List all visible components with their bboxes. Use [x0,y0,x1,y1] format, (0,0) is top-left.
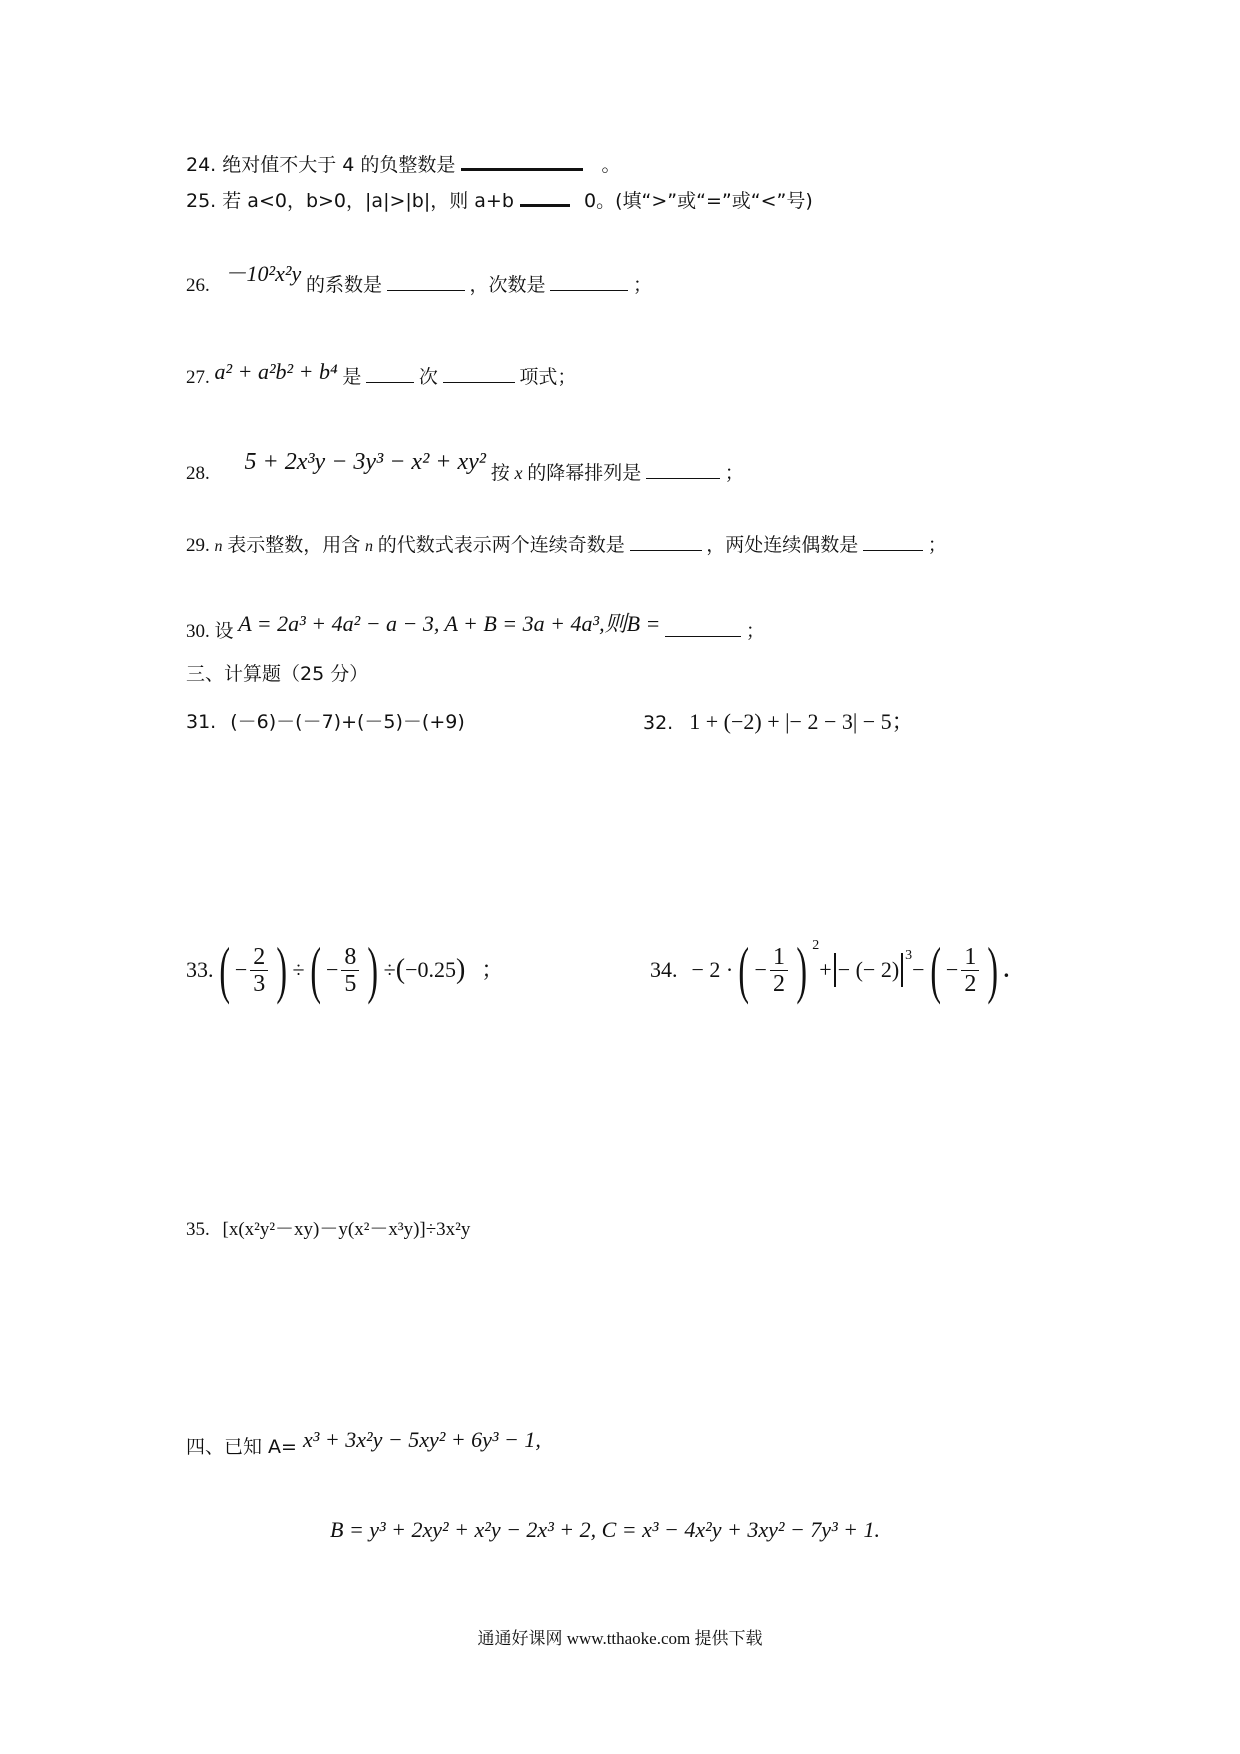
variable-x: x [514,463,523,483]
fraction-denominator: 2 [772,970,785,997]
question-number: 30. [186,621,210,642]
answer-blank[interactable] [665,618,741,637]
question-number: 26. [186,275,210,296]
plus-sign: + [819,957,832,982]
question-35 [186,1216,470,1244]
math-expression: [x(x²y²－xy)－y(x²－x³y)]÷3x²y [222,1219,471,1240]
question-number: 35. [186,1219,210,1240]
answer-blank[interactable] [646,460,720,479]
section-text: 四、已知 A= [186,1436,297,1458]
question-number: 29. [186,535,210,556]
answer-blank[interactable] [366,364,414,383]
question-text: ； [724,463,744,484]
question-number: 33. [186,957,214,982]
variable-n: n [365,538,374,555]
question-text: ，两处连续偶数是 [706,535,859,556]
abs-bar [901,953,903,987]
fraction-denominator: 2 [964,970,977,997]
math-expression: －10²x²y [224,261,302,286]
question-26 [186,261,653,300]
paren-right: ) [367,934,379,1005]
paren-right: ) [796,934,807,1005]
answer-blank[interactable] [863,532,923,551]
question-25 [186,186,813,215]
fraction-numerator: 2 [250,944,268,971]
fraction-one-half [961,944,979,997]
fraction-numerator: 1 [961,944,979,971]
decimal-value: −0.25 [405,957,456,982]
divide-sign: ÷ [383,957,396,982]
fraction-two-thirds [250,944,268,997]
answer-blank[interactable] [520,186,570,207]
question-text: ； [633,275,653,296]
question-31 [186,708,465,736]
paren-right: ) [276,934,288,1005]
question-32 [643,708,914,737]
question-number: 31. [186,711,217,733]
exponent: 2 [812,938,820,953]
question-text: 的系数是 [305,275,382,296]
fraction-denominator: 3 [253,970,266,997]
minus-sign: − [945,957,959,982]
section-title: 三、计算题（25 分） [186,663,369,685]
page-footer: 通通好课网 www.tthaoke.com 提供下载 [477,1629,763,1648]
fraction-eight-fifths [341,944,359,997]
question-28 [186,449,744,488]
minus-sign: − [325,957,339,982]
section-4 [186,1427,541,1461]
paren-right: ) [456,954,466,985]
question-text: 的代数式表示两个连续奇数是 [377,535,625,556]
answer-blank[interactable] [461,150,583,171]
paren-right: ) [987,934,999,1005]
paren-left: ( [395,954,406,985]
question-number: 25. [186,190,217,212]
exponent: 3 [905,948,913,963]
question-29 [186,532,947,561]
paren-left: ( [309,934,321,1005]
math-expression-bc: B = y³ + 2xy² + x²y − 2x³ + 2, C = x³ − 4x²y + 3xy² − 7y³ + 1. [330,1517,881,1542]
minus-sign: − [754,957,767,982]
abs-bar [834,953,836,987]
answer-blank[interactable] [550,272,628,291]
question-number: 28. [186,463,210,484]
answer-blank[interactable] [387,272,465,291]
question-text: 是 [342,367,362,388]
math-expression: a² + a²b² + b⁴ [214,359,338,384]
question-text: 0。(填“>”或“=”或“<”号) [584,190,813,212]
question-30 [186,611,765,646]
paren-left: ( [218,934,230,1005]
question-text: 绝对值不大于 4 的负整数是 [222,154,456,176]
question-33 [186,935,503,1005]
math-expression: A = 2a³ + 4a² − a − 3, A + B = 3a + 4a³,则B = [238,611,661,636]
question-end: . [1003,957,1010,982]
fraction-denominator: 5 [344,970,357,997]
question-number: 24. [186,154,217,176]
answer-blank[interactable] [630,532,702,551]
variable-n: n [214,538,223,555]
fraction-numerator: 8 [341,944,359,971]
math-lead: − 2 · [691,957,734,982]
question-number: 27. [186,367,210,388]
question-text: 按 [490,463,510,484]
math-expression: (－6)－(－7)+(－5)－(+9) [230,711,465,733]
question-text: 的降幂排列是 [527,463,642,484]
math-expression-a: x³ + 3x²y − 5xy² + 6y³ − 1, [303,1427,541,1452]
question-34 [650,932,1009,1008]
answer-blank[interactable] [443,364,515,383]
paren-left: ( [929,934,941,1005]
minus-sign: − [234,957,248,982]
question-number: 32. [643,712,674,734]
question-text: 若 a<0，b>0，|a|>|b|，则 a+b [222,190,514,212]
fraction-one-half [770,944,788,997]
minus-sign: − [912,957,925,982]
question-number: 34. [650,957,678,982]
math-middle: − (− 2) [837,957,900,982]
question-text: 项式； [519,367,577,388]
question-24 [186,150,621,179]
question-text: 。 [601,154,621,176]
section-4-bc [330,1516,880,1545]
math-expression: 5 + 2x³y − 3y³ − x² + xy² [244,449,486,475]
question-end: ； [481,957,504,982]
math-expression: 1 + (−2) + |− 2 − 3| − 5； [689,709,914,734]
divide-sign: ÷ [292,957,305,982]
paren-left: ( [738,934,750,1005]
question-text: ； [745,621,765,642]
question-text: 设 [214,621,234,642]
fraction-numerator: 1 [770,944,788,971]
question-text: 表示整数，用含 [227,535,361,556]
question-text: 次 [418,367,438,388]
question-text: ； [927,535,947,556]
question-27 [186,359,577,392]
question-text: ，次数是 [469,275,546,296]
